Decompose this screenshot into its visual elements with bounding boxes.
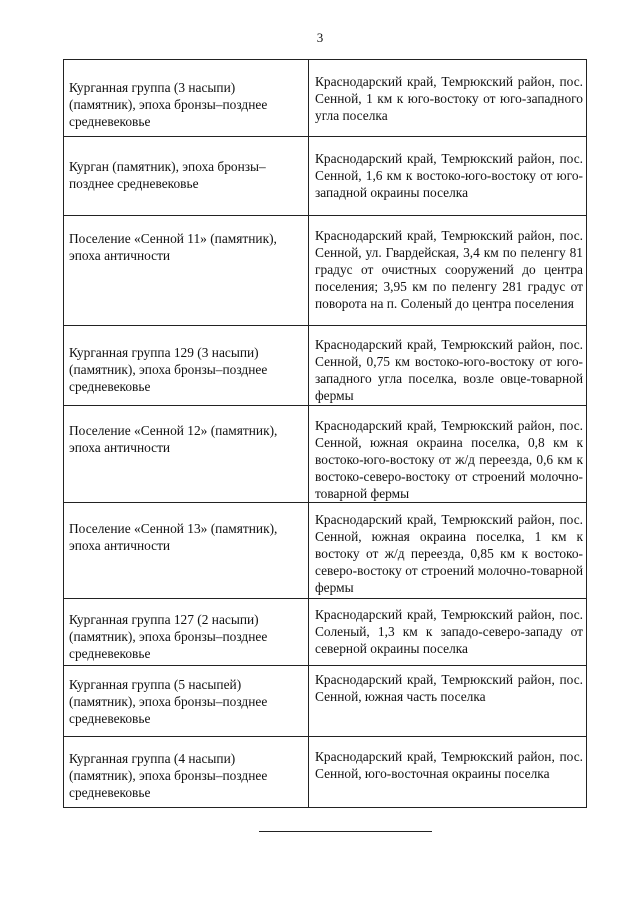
monuments-table xyxy=(63,59,587,808)
table-row xyxy=(64,666,587,737)
page-number: 3 xyxy=(316,30,324,45)
table-row xyxy=(64,60,587,137)
monument-name-cell xyxy=(64,326,309,406)
monument-name: Поселение «Сенной 13» (памятник), эпоха античности xyxy=(69,521,278,553)
monument-location: Краснодарский край, Темрюкский район, пос. Сенной, южная окраина поселка, 0,8 км к востоко-юго-востоку от ж/д переезда, 0,6 км к востоко-северо-востоку от строений молочно-товарной фермы xyxy=(315,418,583,501)
monument-location: Краснодарский край, Темрюкский район, пос. Сенной, 1,6 км к востоко-юго-востоку от юго-западной окраины поселка xyxy=(315,151,583,200)
monument-name: Курган (памятник), эпоха бронзы–позднее средневековье xyxy=(69,159,266,191)
monument-location: Краснодарский край, Темрюкский район, пос. Сенной, 0,75 км востоко-юго-востоку от юго-западного угла поселка, возле овце-товарной фермы xyxy=(315,337,583,403)
table-row xyxy=(64,599,587,666)
monument-name-cell xyxy=(64,666,309,737)
monument-name-cell xyxy=(64,406,309,503)
monument-name: Поселение «Сенной 11» (памятник), эпоха античности xyxy=(69,231,277,263)
monument-location-cell xyxy=(309,137,587,216)
monument-location: Краснодарский край, Темрюкский район, пос. Сенной, ул. Гвардейская, 3,4 км по пеленгу 81 градус от очистных сооружений до центра поселения; 3,95 км по пеленгу 281 градус от поворота на п. Соленый до центра поселения xyxy=(315,228,583,311)
table-row xyxy=(64,137,587,216)
monument-location: Краснодарский край, Темрюкский район, пос. Соленый, 1,3 км к западо-северо-западу от северной окраины поселка xyxy=(315,607,583,656)
monument-name-cell xyxy=(64,599,309,666)
monument-location: Краснодарский край, Темрюкский район, пос. Сенной, южная окраина поселка, 1 км к востоку от ж/д переезда, 0,85 км к востоко-северо-востоку от строений молочно-товарной фермы xyxy=(315,512,583,595)
monument-name-cell xyxy=(64,60,309,137)
monument-location: Краснодарский край, Темрюкский район, пос. Сенной, южная часть поселка xyxy=(315,672,583,704)
table-row xyxy=(64,503,587,599)
monument-location-cell xyxy=(309,503,587,599)
monument-name-cell xyxy=(64,137,309,216)
monument-location: Краснодарский край, Темрюкский район, пос. Сенной, юго-восточная окраины поселка xyxy=(315,749,583,781)
monument-name: Курганная группа 127 (2 насыпи) (памятник), эпоха бронзы–позднее средневековье xyxy=(69,612,268,661)
monument-location-cell xyxy=(309,599,587,666)
monument-location-cell xyxy=(309,216,587,326)
monument-location-cell xyxy=(309,60,587,137)
monument-location-cell xyxy=(309,326,587,406)
monument-name: Курганная группа (4 насыпи) (памятник), эпоха бронзы–позднее средневековье xyxy=(69,751,268,800)
monument-name-cell xyxy=(64,503,309,599)
monument-name-cell xyxy=(64,737,309,808)
monument-location-cell xyxy=(309,406,587,503)
monument-location: Краснодарский край, Темрюкский район, пос. Сенной, 1 км к юго-востоку от юго-западного угла поселка xyxy=(315,74,583,123)
monument-name: Поселение «Сенной 12» (памятник), эпоха античности xyxy=(69,423,278,455)
table-row xyxy=(64,216,587,326)
closing-divider xyxy=(259,831,432,832)
monument-location-cell xyxy=(309,666,587,737)
monument-name: Курганная группа 129 (3 насыпи) (памятник), эпоха бронзы–позднее средневековье xyxy=(69,345,268,394)
monument-location-cell xyxy=(309,737,587,808)
monument-name-cell xyxy=(64,216,309,326)
monument-name: Курганная группа (3 насыпи) (памятник), эпоха бронзы–позднее средневековье xyxy=(69,80,268,129)
table-row xyxy=(64,326,587,406)
monument-name: Курганная группа (5 насыпей) (памятник), эпоха бронзы–позднее средневековье xyxy=(69,677,268,726)
table-row xyxy=(64,406,587,503)
table-row xyxy=(64,737,587,808)
